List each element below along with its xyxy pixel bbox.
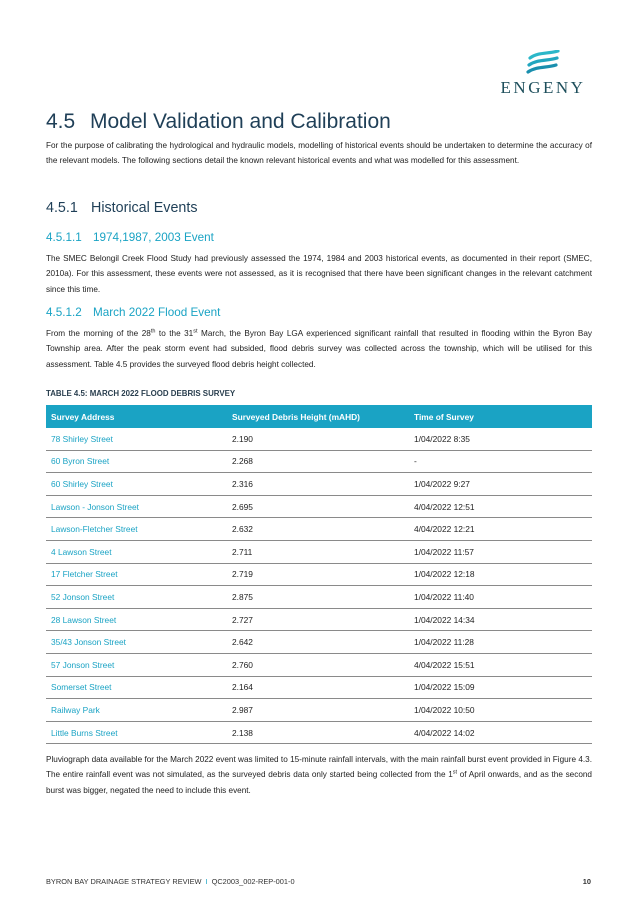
section-title: Model Validation and Calibration [90,110,391,133]
cell-debris-height: 2.719 [227,563,409,586]
engeny-logo [497,50,589,98]
cell-debris-height: 2.138 [227,721,409,744]
table-row [46,699,592,722]
cell-debris-height: 2.164 [227,676,409,699]
cell-debris-height: 2.632 [227,518,409,541]
table-row [46,608,592,631]
table-row [46,721,592,744]
sub2-number: 4.5.1.2 [46,306,82,319]
section-number: 4.5 [46,110,76,133]
cell-address: 60 Byron Street [46,450,227,473]
subsection-title: Historical Events [91,200,198,216]
sub1-number: 4.5.1.1 [46,231,82,244]
section-heading [46,110,391,134]
header-debris-height: Surveyed Debris Height (mAHD) [227,405,409,428]
cell-address: Railway Park [46,699,227,722]
cell-debris-height: 2.268 [227,450,409,473]
subsection-number: 4.5.1 [46,200,78,216]
cell-time: 1/04/2022 9:27 [409,473,592,496]
cell-address: 35/43 Jonson Street [46,631,227,654]
cell-debris-height: 2.316 [227,473,409,496]
table-row [46,518,592,541]
cell-address: 60 Shirley Street [46,473,227,496]
footer-separator: I [205,877,208,886]
cell-address: Lawson-Fletcher Street [46,518,227,541]
table-row [46,495,592,518]
cell-time: 1/04/2022 11:28 [409,631,592,654]
table-row [46,631,592,654]
cell-address: Somerset Street [46,676,227,699]
footer-doc-info: BYRON BAY DRAINAGE STRATEGY REVIEW I QC2003_002-REP-001-0 [46,877,295,886]
cell-time: 1/04/2022 10:50 [409,699,592,722]
closing-paragraph: Pluviograph data available for the March 2022 event was limited to 15-minute rainfall intervals, with the main rainfall burst event provided in Figure 4.3. The entire rainfall event was not simulated, as the surveyed debris data only started being collected from the 1st of April onwards, and as the second burst was bigger, negated the need to include this event. [46,755,592,795]
cell-debris-height: 2.875 [227,586,409,609]
cell-debris-height: 2.727 [227,608,409,631]
table-row [46,540,592,563]
cell-address: Lawson - Jonson Street [46,495,227,518]
cell-time: 4/04/2022 14:02 [409,721,592,744]
table-row [46,450,592,473]
cell-address: 52 Jonson Street [46,586,227,609]
sub1-heading [46,231,214,244]
cell-time: 4/04/2022 12:21 [409,518,592,541]
cell-address: 17 Fletcher Street [46,563,227,586]
header-time-of-survey: Time of Survey [409,405,592,428]
cell-address: 78 Shirley Street [46,428,227,450]
cell-address: 28 Lawson Street [46,608,227,631]
table-row [46,676,592,699]
cell-time: 1/04/2022 11:57 [409,540,592,563]
cell-debris-height: 2.760 [227,653,409,676]
sub1-title: 1974,1987, 2003 Event [93,231,214,244]
cell-debris-height: 2.711 [227,540,409,563]
table-row [46,473,592,496]
sub2-paragraph: From the morning of the 28th to the 31st March, the Byron Bay LGA experienced significant rainfall that resulted in flooding within the Byron Bay Township area. After the peak storm event had subsided, flood debris survey was collected across the township, which will be utilised for this assessment. Table 4.5 provides the surveyed flood debris height collected. [46,328,592,369]
table-header-row [46,405,592,428]
cell-address: 57 Jonson Street [46,653,227,676]
cell-time: 4/04/2022 15:51 [409,653,592,676]
header-survey-address: Survey Address [46,405,227,428]
subsection-heading [46,200,197,216]
cell-time: 4/04/2022 12:51 [409,495,592,518]
cell-time: 1/04/2022 14:34 [409,608,592,631]
sub2-heading [46,306,220,319]
cell-address: Little Burns Street [46,721,227,744]
cell-time: 1/04/2022 12:18 [409,563,592,586]
table-row [46,563,592,586]
table-row [46,653,592,676]
table-row [46,586,592,609]
cell-debris-height: 2.642 [227,631,409,654]
flood-debris-table [46,405,592,744]
cell-debris-height: 2.987 [227,699,409,722]
table-caption: TABLE 4.5: MARCH 2022 FLOOD DEBRIS SURVEY [46,389,236,398]
logo-wordmark: ENGENY [500,78,586,97]
page-number: 10 [582,877,591,886]
cell-debris-height: 2.190 [227,428,409,450]
engeny-wave-icon [526,50,560,76]
cell-address: 4 Lawson Street [46,540,227,563]
cell-debris-height: 2.695 [227,495,409,518]
cell-time: 1/04/2022 8:35 [409,428,592,450]
cell-time: 1/04/2022 11:40 [409,586,592,609]
page-footer [46,877,591,886]
sub1-paragraph: The SMEC Belongil Creek Flood Study had previously assessed the 1974, 1984 and 2003 historical events, as documented in their report (SMEC, 2010a). For this assessment, these events were not assessed, as it is recognised that there have been significant changes in the relevant catchment since this time. [46,254,592,294]
cell-time: 1/04/2022 15:09 [409,676,592,699]
intro-paragraph: For the purpose of calibrating the hydrological and hydraulic models, modelling of historical events should be undertaken to determine the accuracy of the relevant models. The following sections detail the known relevant historical events and what was modelled for this assessment. [46,141,592,166]
sub2-title: March 2022 Flood Event [93,306,221,319]
table-row [46,428,592,450]
cell-time: - [409,450,592,473]
